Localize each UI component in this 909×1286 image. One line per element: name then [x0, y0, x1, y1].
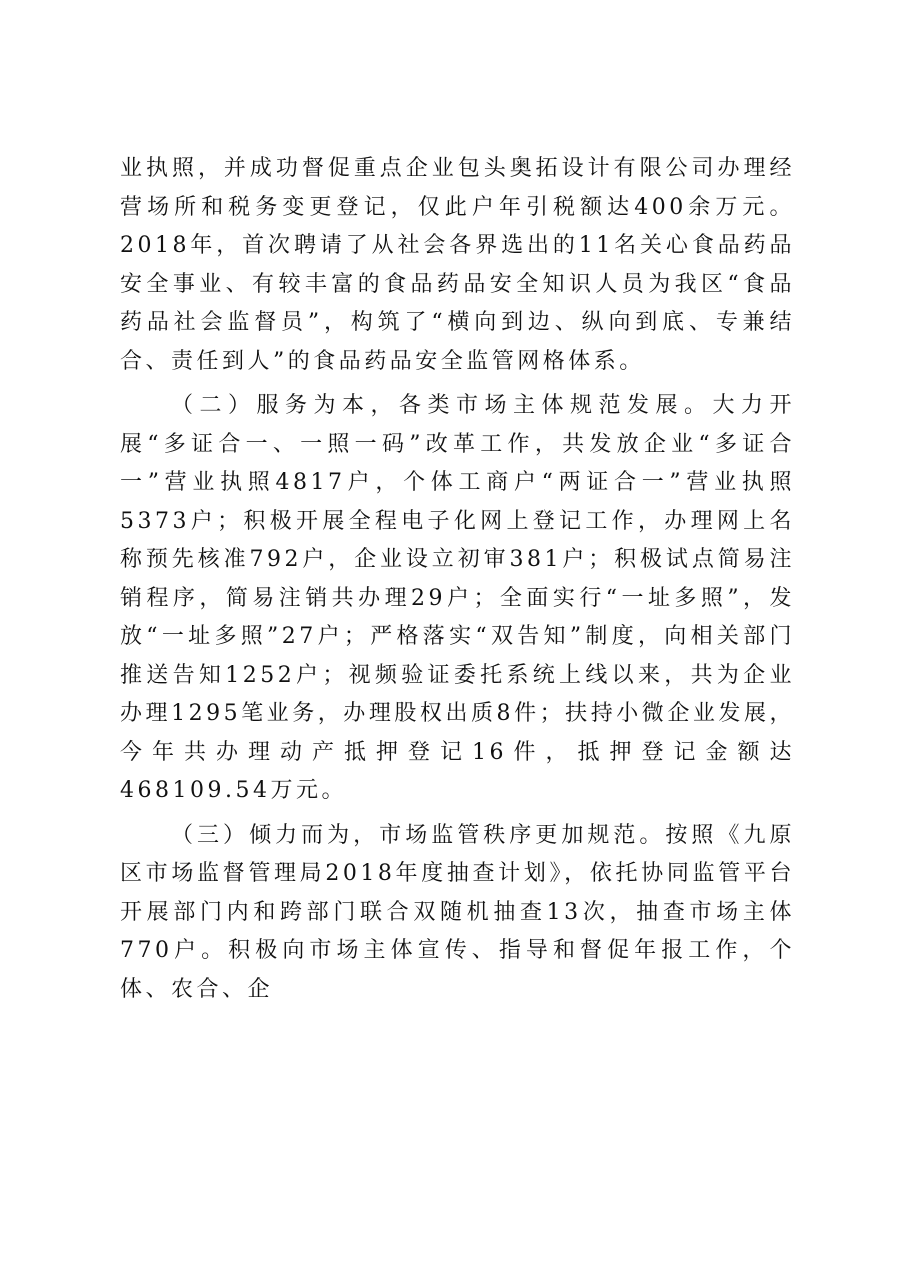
paragraph-business-license: 业执照，并成功督促重点企业包头奥拓设计有限公司办理经营场所和税务变更登记，仅此户年引税额达400余万元。2018年，首次聘请了从社会各界选出的11名关心食品药品安全事业、有较丰富的食品药品安全知识人员为我区“食品药品社会监督员”，构筑了“横向到边、纵向到底、专兼结合、责任到人”的食品药品安全监管网格体系。: [120, 156, 795, 374]
paragraph-supervision-section: （三）倾力而为，市场监管秩序更加规范。按照《九原区市场监督管理局2018年度抽查计划》，依托协同监管平台开展部门内和跨部门联合双随机抽查13次，抽查市场主体770户。积极向市场主体宣传、指导和督促年报工作，个体、农合、企: [120, 822, 795, 1002]
paragraph-service-section: （二）服务为本，各类市场主体规范发展。大力开展“多证合一、一照一码”改革工作，共发放企业“多证合一”营业执照4817户，个体工商户“两证合一”营业执照5373户；积极开展全程电子化网上登记工作，办理网上名称预先核准792户，企业设立初审381户；积极试点简易注销程序，简易注销共办理29户；全面实行“一址多照”，发放“一址多照”27户；严格落实“双告知”制度，向相关部门推送告知1252户；视频验证委托系统上线以来，共为企业办理1295笔业务，办理股权出质8件；扶持小微企业发展，今年共办理动产抵押登记16件，抵押登记金额达468109.54万元。: [120, 393, 795, 803]
document-page: [120, 150, 795, 1015]
